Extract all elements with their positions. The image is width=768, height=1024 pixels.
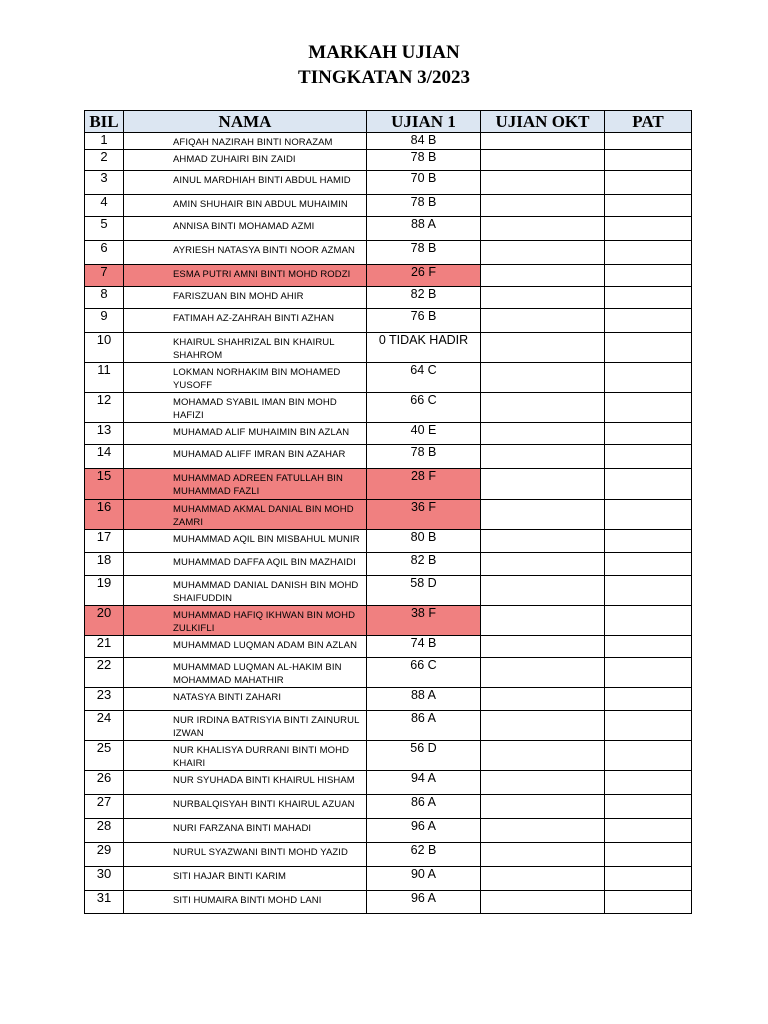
table-header-row [85, 111, 692, 133]
table-row [85, 363, 692, 393]
cell-ujian1: 64 C [367, 363, 481, 393]
cell-nama: AMIN SHUHAIR BIN ABDUL MUHAIMIN [124, 195, 367, 217]
table-row [85, 636, 692, 658]
cell-bil: 21 [85, 636, 124, 658]
cell-pat [605, 843, 692, 867]
cell-ujian1: 56 D [367, 741, 481, 771]
cell-ujian-okt [481, 309, 605, 333]
cell-ujian1: 26 F [367, 265, 481, 287]
cell-nama: AYRIESH NATASYA BINTI NOOR AZMAN [124, 241, 367, 265]
cell-bil: 8 [85, 287, 124, 309]
page-subtitle: TINGKATAN 3/2023 [298, 67, 470, 88]
table-row [85, 133, 692, 150]
cell-ujian1: 40 E [367, 423, 481, 445]
table-row [85, 891, 692, 914]
cell-ujian-okt [481, 287, 605, 309]
cell-nama: LOKMAN NORHAKIM BIN MOHAMED YUSOFF [124, 363, 367, 393]
cell-ujian-okt [481, 445, 605, 469]
table-row [85, 333, 692, 363]
cell-ujian1: 84 B [367, 133, 481, 150]
cell-nama: NATASYA BINTI ZAHARI [124, 688, 367, 711]
cell-ujian-okt [481, 771, 605, 795]
marks-table [84, 110, 692, 914]
cell-ujian1: 88 A [367, 688, 481, 711]
cell-bil: 24 [85, 711, 124, 741]
cell-ujian1: 66 C [367, 658, 481, 688]
cell-bil: 13 [85, 423, 124, 445]
cell-pat [605, 658, 692, 688]
cell-bil: 15 [85, 469, 124, 500]
header-pat: PAT [605, 111, 692, 133]
cell-pat [605, 217, 692, 241]
cell-pat [605, 133, 692, 150]
cell-ujian1: 86 A [367, 795, 481, 819]
cell-ujian1: 70 B [367, 171, 481, 195]
cell-ujian-okt [481, 688, 605, 711]
cell-nama: SITI HUMAIRA BINTI MOHD LANI [124, 891, 367, 914]
cell-pat [605, 265, 692, 287]
cell-ujian-okt [481, 606, 605, 636]
cell-ujian-okt [481, 393, 605, 423]
cell-bil: 14 [85, 445, 124, 469]
cell-nama: AINUL MARDHIAH BINTI ABDUL HAMID [124, 171, 367, 195]
cell-ujian1: 82 B [367, 287, 481, 309]
cell-ujian1: 28 F [367, 469, 481, 500]
cell-ujian-okt [481, 711, 605, 741]
cell-nama: AFIQAH NAZIRAH BINTI NORAZAM [124, 133, 367, 150]
cell-bil: 4 [85, 195, 124, 217]
table-row [85, 309, 692, 333]
cell-ujian-okt [481, 171, 605, 195]
cell-ujian-okt [481, 819, 605, 843]
table-row [85, 217, 692, 241]
cell-ujian1: 82 B [367, 553, 481, 576]
table-row [85, 500, 692, 530]
cell-ujian-okt [481, 363, 605, 393]
cell-ujian1: 74 B [367, 636, 481, 658]
cell-nama: NURUL SYAZWANI BINTI MOHD YAZID [124, 843, 367, 867]
cell-pat [605, 867, 692, 891]
cell-nama: SITI HAJAR BINTI KARIM [124, 867, 367, 891]
cell-nama: MUHAMMAD ADREEN FATULLAH BIN MUHAMMAD FAZLI [124, 469, 367, 500]
cell-nama: MUHAMMAD DANIAL DANISH BIN MOHD SHAIFUDDIN [124, 576, 367, 606]
table-row [85, 445, 692, 469]
cell-bil: 11 [85, 363, 124, 393]
cell-nama: MUHAMMAD DAFFA AQIL BIN MAZHAIDI [124, 553, 367, 576]
table-row [85, 195, 692, 217]
header-bil: BIL [85, 111, 124, 133]
cell-bil: 31 [85, 891, 124, 914]
cell-pat [605, 530, 692, 553]
cell-ujian1: 78 B [367, 241, 481, 265]
cell-pat [605, 195, 692, 217]
cell-bil: 9 [85, 309, 124, 333]
cell-pat [605, 500, 692, 530]
cell-ujian-okt [481, 530, 605, 553]
cell-nama: FARISZUAN BIN MOHD AHIR [124, 287, 367, 309]
table-row [85, 393, 692, 423]
table-row [85, 771, 692, 795]
table-row [85, 287, 692, 309]
cell-bil: 19 [85, 576, 124, 606]
cell-pat [605, 469, 692, 500]
cell-pat [605, 150, 692, 171]
cell-pat [605, 241, 692, 265]
cell-ujian1: 88 A [367, 217, 481, 241]
table-row [85, 150, 692, 171]
cell-bil: 6 [85, 241, 124, 265]
table-row [85, 843, 692, 867]
cell-pat [605, 553, 692, 576]
cell-ujian1: 78 B [367, 150, 481, 171]
cell-ujian1: 78 B [367, 195, 481, 217]
cell-pat [605, 287, 692, 309]
cell-ujian-okt [481, 891, 605, 914]
cell-ujian1: 96 A [367, 891, 481, 914]
table-row [85, 171, 692, 195]
cell-ujian1: 76 B [367, 309, 481, 333]
table-row [85, 658, 692, 688]
cell-bil: 29 [85, 843, 124, 867]
cell-nama: KHAIRUL SHAHRIZAL BIN KHAIRUL SHAHROM [124, 333, 367, 363]
cell-bil: 25 [85, 741, 124, 771]
cell-nama: MUHAMMAD LUQMAN AL-HAKIM BIN MOHAMMAD MAHATHIR [124, 658, 367, 688]
cell-ujian-okt [481, 241, 605, 265]
cell-nama: MOHAMAD SYABIL IMAN BIN MOHD HAFIZI [124, 393, 367, 423]
cell-bil: 28 [85, 819, 124, 843]
cell-pat [605, 309, 692, 333]
cell-nama: MUHAMAD ALIFF IMRAN BIN AZAHAR [124, 445, 367, 469]
cell-ujian1: 58 D [367, 576, 481, 606]
cell-bil: 30 [85, 867, 124, 891]
cell-ujian-okt [481, 195, 605, 217]
cell-pat [605, 636, 692, 658]
cell-nama: NUR SYUHADA BINTI KHAIRUL HISHAM [124, 771, 367, 795]
cell-ujian1: 66 C [367, 393, 481, 423]
table-row [85, 795, 692, 819]
cell-ujian1: 90 A [367, 867, 481, 891]
cell-ujian1: 62 B [367, 843, 481, 867]
cell-nama: NURBALQISYAH BINTI KHAIRUL AZUAN [124, 795, 367, 819]
cell-ujian-okt [481, 265, 605, 287]
cell-nama: NUR IRDINA BATRISYIA BINTI ZAINURUL IZWAN [124, 711, 367, 741]
table-row [85, 819, 692, 843]
cell-pat [605, 606, 692, 636]
cell-bil: 27 [85, 795, 124, 819]
cell-bil: 22 [85, 658, 124, 688]
table-row [85, 469, 692, 500]
cell-ujian1: 94 A [367, 771, 481, 795]
table-row [85, 553, 692, 576]
cell-ujian1: 0 TIDAK HADIR [367, 333, 481, 363]
cell-bil: 17 [85, 530, 124, 553]
cell-bil: 2 [85, 150, 124, 171]
cell-pat [605, 688, 692, 711]
cell-bil: 16 [85, 500, 124, 530]
cell-ujian-okt [481, 217, 605, 241]
cell-pat [605, 891, 692, 914]
cell-pat [605, 445, 692, 469]
page-title: MARKAH UJIAN [308, 42, 460, 63]
cell-ujian-okt [481, 150, 605, 171]
cell-bil: 18 [85, 553, 124, 576]
cell-nama: NUR KHALISYA DURRANI BINTI MOHD KHAIRI [124, 741, 367, 771]
table-row [85, 241, 692, 265]
cell-ujian-okt [481, 636, 605, 658]
cell-ujian-okt [481, 795, 605, 819]
cell-ujian1: 78 B [367, 445, 481, 469]
cell-ujian-okt [481, 423, 605, 445]
cell-nama: MUHAMMAD HAFIQ IKHWAN BIN MOHD ZULKIFLI [124, 606, 367, 636]
cell-ujian1: 96 A [367, 819, 481, 843]
cell-nama: FATIMAH AZ-ZAHRAH BINTI AZHAN [124, 309, 367, 333]
cell-ujian-okt [481, 741, 605, 771]
cell-pat [605, 423, 692, 445]
cell-bil: 1 [85, 133, 124, 150]
cell-pat [605, 333, 692, 363]
table-row [85, 867, 692, 891]
cell-nama: AHMAD ZUHAIRI BIN ZAIDI [124, 150, 367, 171]
header-nama: NAMA [124, 111, 367, 133]
cell-pat [605, 771, 692, 795]
cell-ujian1: 36 F [367, 500, 481, 530]
table-row [85, 741, 692, 771]
table-row [85, 576, 692, 606]
cell-bil: 7 [85, 265, 124, 287]
cell-ujian-okt [481, 576, 605, 606]
table-row [85, 711, 692, 741]
table-row [85, 688, 692, 711]
cell-pat [605, 576, 692, 606]
cell-bil: 3 [85, 171, 124, 195]
cell-pat [605, 819, 692, 843]
cell-bil: 20 [85, 606, 124, 636]
cell-ujian-okt [481, 658, 605, 688]
cell-ujian-okt [481, 333, 605, 363]
cell-nama: MUHAMMAD LUQMAN ADAM BIN AZLAN [124, 636, 367, 658]
table-row [85, 606, 692, 636]
cell-nama: MUHAMMAD AKMAL DANIAL BIN MOHD ZAMRI [124, 500, 367, 530]
cell-nama: NURI FARZANA BINTI MAHADI [124, 819, 367, 843]
cell-nama: MUHAMAD ALIF MUHAIMIN BIN AZLAN [124, 423, 367, 445]
header-ujian1: UJIAN 1 [367, 111, 481, 133]
cell-nama: ANNISA BINTI MOHAMAD AZMI [124, 217, 367, 241]
cell-bil: 26 [85, 771, 124, 795]
cell-pat [605, 711, 692, 741]
cell-ujian1: 38 F [367, 606, 481, 636]
cell-nama: ESMA PUTRI AMNI BINTI MOHD RODZI [124, 265, 367, 287]
cell-bil: 10 [85, 333, 124, 363]
cell-ujian-okt [481, 867, 605, 891]
cell-bil: 12 [85, 393, 124, 423]
cell-ujian1: 86 A [367, 711, 481, 741]
header-ujian-okt: UJIAN OKT [481, 111, 605, 133]
table-body [85, 133, 692, 914]
cell-ujian1: 80 B [367, 530, 481, 553]
cell-pat [605, 393, 692, 423]
cell-ujian-okt [481, 500, 605, 530]
table-row [85, 423, 692, 445]
cell-nama: MUHAMMAD AQIL BIN MISBAHUL MUNIR [124, 530, 367, 553]
cell-pat [605, 363, 692, 393]
cell-ujian-okt [481, 843, 605, 867]
cell-ujian-okt [481, 469, 605, 500]
cell-ujian-okt [481, 553, 605, 576]
table-row [85, 265, 692, 287]
cell-pat [605, 741, 692, 771]
cell-pat [605, 795, 692, 819]
cell-bil: 5 [85, 217, 124, 241]
table-row [85, 530, 692, 553]
cell-ujian-okt [481, 133, 605, 150]
cell-pat [605, 171, 692, 195]
cell-bil: 23 [85, 688, 124, 711]
